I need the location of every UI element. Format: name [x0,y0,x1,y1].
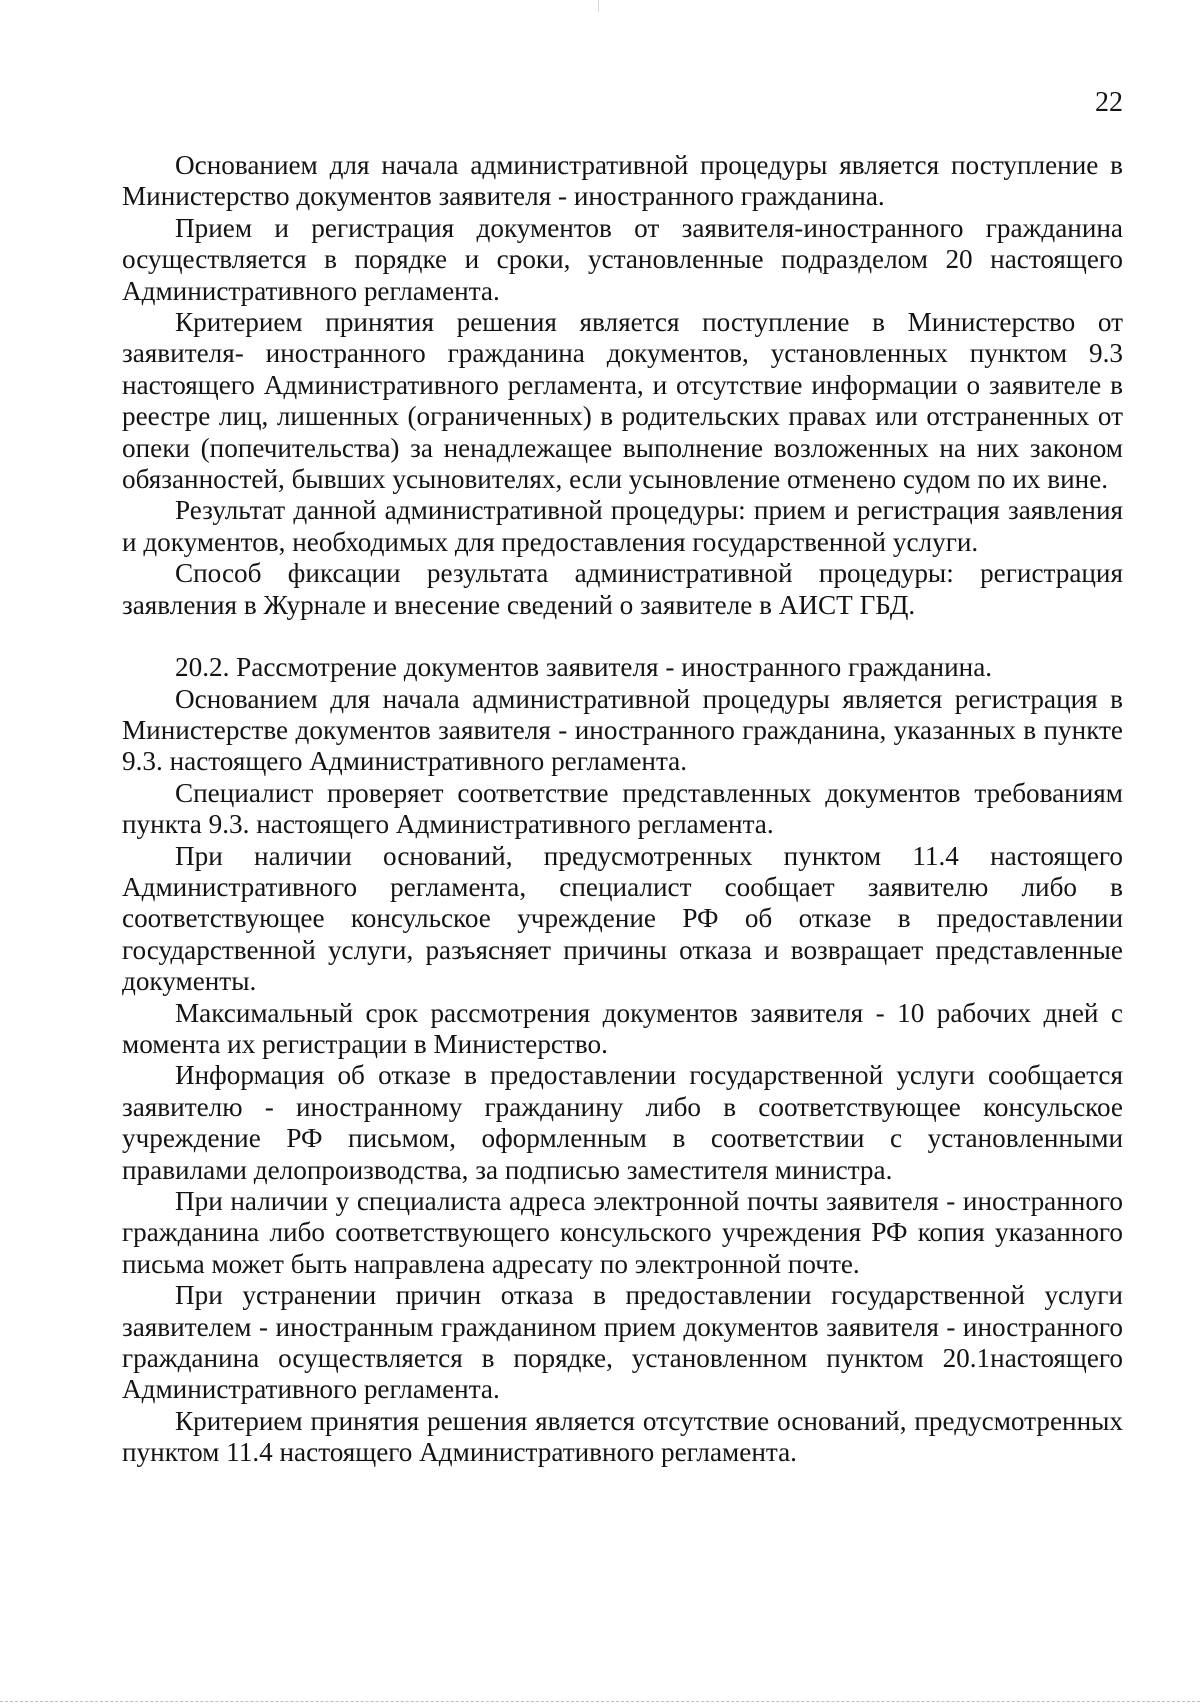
paragraph-max-term: Максимальный срок рассмотрения документов заявителя - 10 рабочих дней с момента их регистрации в Министерство. [122,997,1123,1059]
paragraph-final-criterion: Критерием принятия решения является отсутствие оснований, предусмотренных пунктом 11.4 настоящего Административного регламента. [122,1405,1123,1468]
paragraph-refusal-grounds: При наличии оснований, предусмотренных пунктом 11.4 настоящего Административного регламента, специалист сообщает заявителю либо в соответствующее консульское учреждение РФ об отказе в предоставлении государственной услуги, разъясняет причины отказа и возвращает представленные документы. [122,840,1123,997]
paragraph-resubmission: При устранении причин отказа в предоставлении государственной услуги заявителем - иностранным гражданином прием документов заявителя - иностранного гражданина осуществляется в порядке, установленном пунктом 20.1настоящего Административного регламента. [122,1280,1123,1405]
section-heading-20-2: 20.2. Рассмотрение документов заявителя - иностранного гражданина. [175,652,993,683]
paragraph-decision-criterion: Критерием принятия решения является поступление в Министерство от заявителя- иностранного гражданина документов, установленных пунктом 9.3 настоящего Административного регламента, и отсутствие информации о заявителе в реестре лиц, лишенных (ограниченных) в родительских правах или отстраненных от опеки (попечительства) за ненадлежащее выполнение возложенных на них законом обязанностей, бывших усыновителях, если усыновление отменено судом по их вине. [122,307,1123,495]
paragraph-basis-registration: Основанием для начала административной процедуры является регистрация в Министерстве документов заявителя - иностранного гражданина, указанных в пункте 9.3. настоящего Административного регламента. [122,683,1123,777]
scan-bottom-edge [0,1701,1200,1702]
document-body [122,150,1123,1469]
paragraph-procedure-result: Результат данной административной процедуры: прием и регистрация заявления и документов, необходимых для предоставления государственной услуги. [122,495,1123,557]
paragraph-refusal-notice: Информация об отказе в предоставлении государственной услуги сообщается заявителю - иностранному гражданину либо в соответствующее консульское учреждение РФ письмом, оформленным в соответствии с установленными правилами делопроизводства, за подписью заместителя министра. [122,1060,1123,1185]
paragraph-reception-registration: Прием и регистрация документов от заявителя-иностранного гражданина осуществляется в порядке и сроки, установленные подразделом 20 настоящего Административного регламента. [122,212,1123,306]
page-number: 22 [1095,87,1123,118]
scan-mark [598,0,599,12]
paragraph-basis-receipt: Основанием для начала административной процедуры является поступление в Министерство документов заявителя - иностранного гражданина. [122,150,1123,212]
paragraph-specialist-check: Специалист проверяет соответствие представленных документов требованиям пункта 9.3. настоящего Административного регламента. [122,777,1123,840]
paragraph-email-copy: При наличии у специалиста адреса электронной почты заявителя - иностранного гражданина либо соответствующего консульского учреждения РФ копия указанного письма может быть направлена адресату по электронной почте. [122,1186,1123,1279]
paragraph-result-recording: Способ фиксации результата административной процедуры: регистрация заявления в Журнале и внесение сведений о заявителе в АИСТ ГБД. [122,558,1123,620]
